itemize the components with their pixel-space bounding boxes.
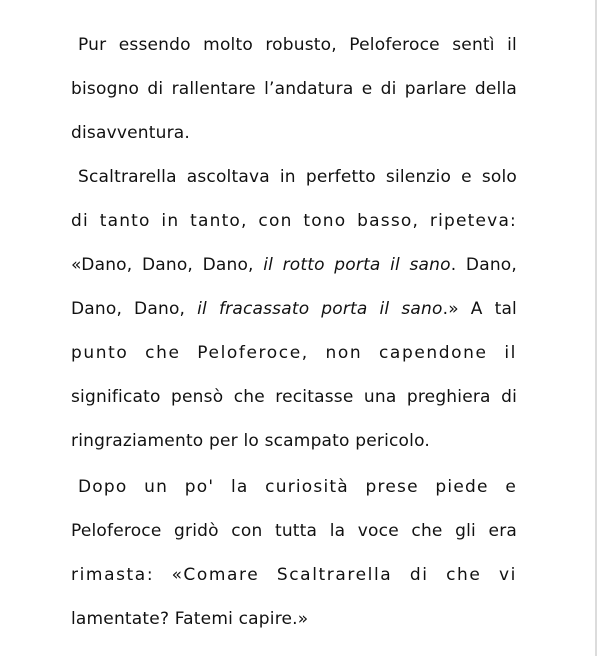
text-line: lamentate? Fatemi capire.» <box>71 609 309 629</box>
text-segment: .» A tal <box>442 299 517 319</box>
text-segment: . Dano, <box>450 255 518 275</box>
italic-phrase: il fracassato porta il sano <box>197 299 443 319</box>
text-segment: Dano, Dano, <box>71 299 198 319</box>
text-line: significato pensò che recitasse una preghiera di <box>71 387 517 407</box>
text-line: bisogno di rallentare l’andatura e di parlare della <box>71 79 517 99</box>
text-line: di tanto in tanto, con tono basso, ripeteva: <box>71 211 517 231</box>
text-line: Pur essendo molto robusto, Peloferoce sentì il <box>78 35 517 55</box>
text-line: rimasta: «Comare Scaltrarella di che vi <box>71 565 517 585</box>
text-line: Scaltrarella ascoltava in perfetto silenzio e solo <box>78 167 517 187</box>
text-line: disavventura. <box>71 123 190 143</box>
text-line <box>71 298 517 320</box>
text-segment: «Dano, Dano, Dano, <box>71 255 264 275</box>
text-line: Peloferoce gridò con tutta la voce che gli era <box>71 521 517 541</box>
text-line: Dopo un po' la curiosità prese piede e <box>78 477 517 497</box>
text-line: punto che Peloferoce, non capendone il <box>71 343 517 363</box>
italic-phrase: il rotto porta il sano <box>263 255 451 275</box>
text-line <box>71 254 517 276</box>
text-line: ringraziamento per lo scampato pericolo. <box>71 431 430 451</box>
